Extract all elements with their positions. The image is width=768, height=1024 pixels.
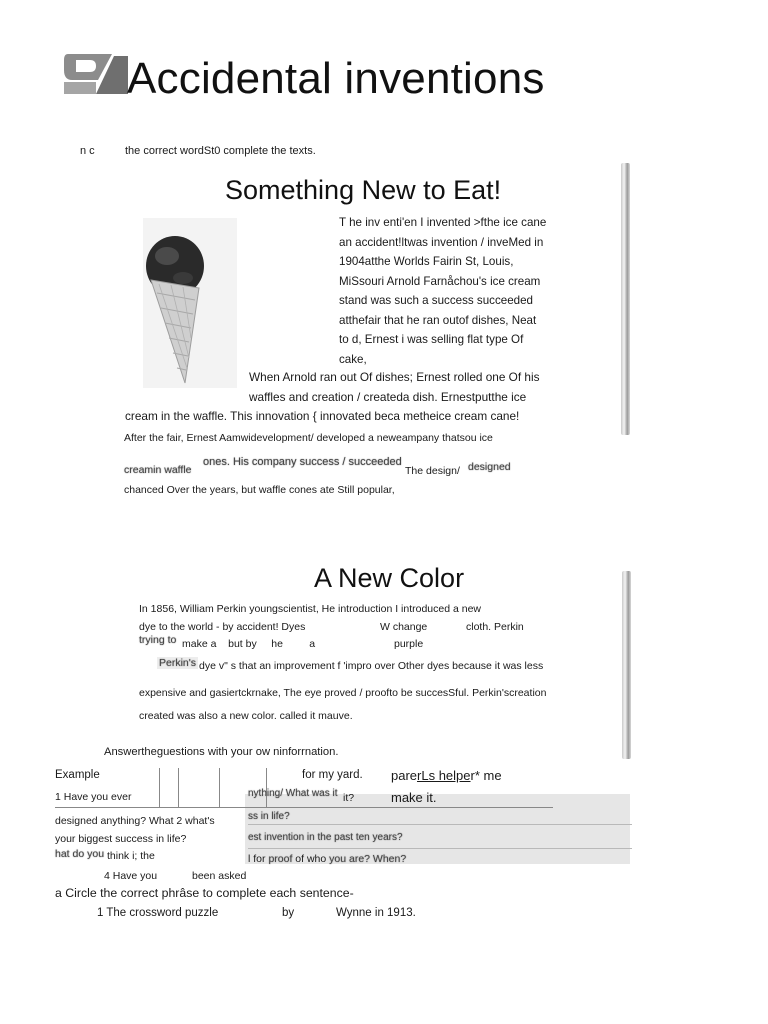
example-label: Example	[55, 769, 100, 781]
text-line: designed	[468, 461, 511, 473]
text-line: W change	[380, 621, 428, 633]
text-line: dye v" s that an improvement f 'impro over Other dyes because it was less	[199, 660, 544, 672]
text-line: chanced Over the years, but waffle cones ate Still popular,	[124, 484, 395, 496]
logo-icon	[62, 50, 128, 96]
text-line: designed anything? What 2 what's	[55, 815, 215, 827]
instruction-prefix: n c	[80, 145, 95, 157]
text-line: cloth. Perkin	[466, 621, 524, 633]
table-rule	[248, 848, 632, 849]
text-line: MiSsouri Arnold Farnåchou's ice cream	[339, 274, 541, 288]
sentence-1: 1 The crossword puzzle	[97, 907, 219, 919]
text-line: to d, Ernest i was selling flat type Of	[339, 333, 524, 346]
text-line: expensive and gasiertckrnake, The eye proved / proofto be succesSful. Perkin'screation	[139, 687, 547, 699]
handwritten-answer: make it.	[391, 790, 437, 805]
table-rule	[159, 768, 160, 808]
section-heading-color: A New Color	[314, 563, 465, 593]
text-line: nything/ What was it	[248, 788, 338, 799]
text-line: 1904atthe Worlds Fairin St, Louis,	[339, 255, 514, 268]
text-line: your biggest success in life?	[55, 833, 187, 845]
question-4: 4 Have you	[104, 870, 158, 882]
text-line: it?	[343, 792, 355, 804]
text-line: The design/	[405, 465, 460, 477]
table-rule	[248, 824, 632, 825]
text-line: stand was such a success succeeded	[339, 294, 533, 307]
ice-cream-cone-image	[143, 218, 237, 388]
text-line: Wynne in 1913.	[336, 907, 416, 919]
page-title: Accidental inventions	[127, 54, 545, 103]
scan-edge-bar	[622, 571, 631, 759]
text-line: purple	[394, 638, 424, 650]
text-line: trying to	[139, 634, 177, 646]
table-rule	[219, 768, 220, 808]
question-1: 1 Have you ever	[55, 791, 132, 803]
text-line: Perkin's	[159, 657, 197, 669]
text-line: est invention in the past ten years?	[248, 832, 403, 843]
paragraph-ice-cream	[339, 213, 564, 369]
text-line: cream in the waffle. This innovation { innovated beca metheice cream cane!	[125, 409, 520, 423]
text-line: dye to the world - by accident! Dyes	[139, 621, 306, 633]
circle-instruction: a Circle the correct phrâse to complete each sentence-	[55, 886, 354, 900]
scan-edge-bar	[621, 163, 630, 435]
text-line: waffles and creation / createda dish. Ernestputthe ice	[249, 390, 527, 404]
text-line: ones. His company success / succeeded	[203, 456, 402, 468]
table-rule	[55, 807, 553, 808]
text-line: atthefair that he ran outof dishes, Neat	[339, 313, 537, 327]
text-line: T he inv enti'en I invented >fthe ice cane	[339, 216, 547, 229]
instruction-text: the correct wordSt0 complete the texts.	[125, 145, 316, 157]
handwritten-answer: parerLs helper* me	[391, 768, 502, 783]
table-rule	[178, 768, 179, 808]
text-line: l for proof of who you are? When?	[248, 853, 407, 865]
text-line: created was also a new color. called it mauve.	[139, 710, 353, 722]
text-line: In 1856, William Perkin youngscientist, He introduction I introduced a new	[139, 603, 482, 615]
text-line: for my yard.	[302, 769, 363, 781]
section-heading-eat: Something New to Eat!	[225, 175, 502, 205]
text-line: an accident!ltwas invention / inveMed in	[339, 235, 544, 249]
text-line: When Arnold ran out Of dishes; Ernest rolled one Of his	[249, 370, 540, 384]
text-line: After the fair, Ernest Aamwidevelopment/ developed a neweampany thatsou ice	[124, 432, 493, 444]
text-line: by	[282, 907, 295, 919]
text-line: been asked	[192, 870, 247, 882]
text-line: think i; the	[107, 850, 155, 862]
text-line: hat do you	[55, 848, 105, 860]
questions-instruction: Answertheguestions with your ow ninforrnation.	[104, 746, 339, 758]
text-line: make a but by he a	[182, 638, 316, 650]
text-line: ss in life?	[248, 811, 290, 822]
text-line: creamin waffle	[124, 464, 192, 476]
text-line: cake,	[339, 352, 367, 366]
